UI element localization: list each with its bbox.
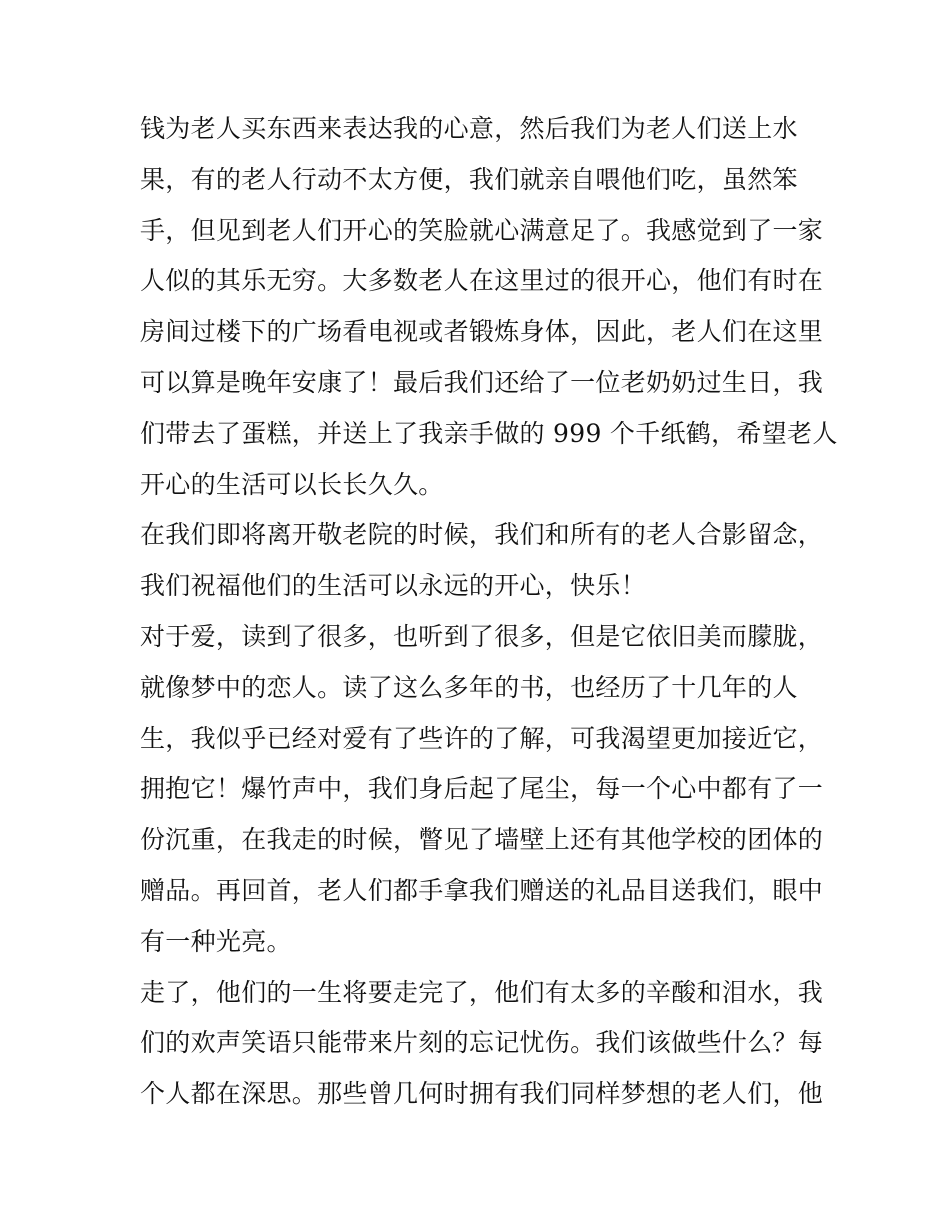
text-line: 果，有的老人行动不太方便，我们就亲自喂他们吃，虽然笨 [140, 164, 798, 194]
text-line: 手，但见到老人们开心的笑脸就心满意足了。我感觉到了一家 [140, 215, 824, 245]
text-line: 们带去了蛋糕，并送上了我亲手做的 999 个千纸鹤，希望老人 [140, 418, 838, 448]
document-body [140, 104, 838, 1120]
text-line: 有一种光亮。 [140, 926, 292, 956]
text-line: 房间过楼下的广场看电视或者锻炼身体，因此，老人们在这里 [140, 317, 824, 347]
text-line: 拥抱它！爆竹声中，我们身后起了尾尘，每一个心中都有了一 [140, 774, 824, 804]
text-line: 份沉重，在我走的时候，瞥见了墙壁上还有其他学校的团体的 [140, 825, 824, 855]
text-line: 钱为老人买东西来表达我的心意，然后我们为老人们送上水 [140, 114, 798, 143]
text-line: 个人都在深思。那些曾几何时拥有我们同样梦想的老人们，他 [140, 1079, 824, 1109]
text-line: 们的欢声笑语只能带来片刻的忘记忧伤。我们该做些什么？每 [140, 1028, 824, 1058]
text-line: 人似的其乐无穷。大多数老人在这里过的很开心，他们有时在 [140, 266, 824, 296]
text-line: 走了，他们的一生将要走完了，他们有太多的辛酸和泪水，我 [140, 977, 824, 1007]
text-line: 可以算是晚年安康了！最后我们还给了一位老奶奶过生日，我 [140, 367, 824, 397]
text-line: 就像梦中的恋人。读了这么多年的书，也经历了十几年的人 [140, 672, 798, 702]
text-line: 在我们即将离开敬老院的时候，我们和所有的老人合影留念， [140, 520, 824, 550]
text-line: 我们祝福他们的生活可以永远的开心，快乐！ [140, 571, 647, 601]
text-line: 赠品。再回首，老人们都手拿我们赠送的礼品目送我们，眼中 [140, 875, 824, 905]
text-line: 对于爱，读到了很多，也听到了很多，但是它依旧美而朦胧， [140, 621, 824, 651]
text-line: 开心的生活可以长长久久。 [140, 469, 444, 499]
text-line: 生，我似乎已经对爱有了些许的了解，可我渴望更加接近它， [140, 723, 824, 753]
